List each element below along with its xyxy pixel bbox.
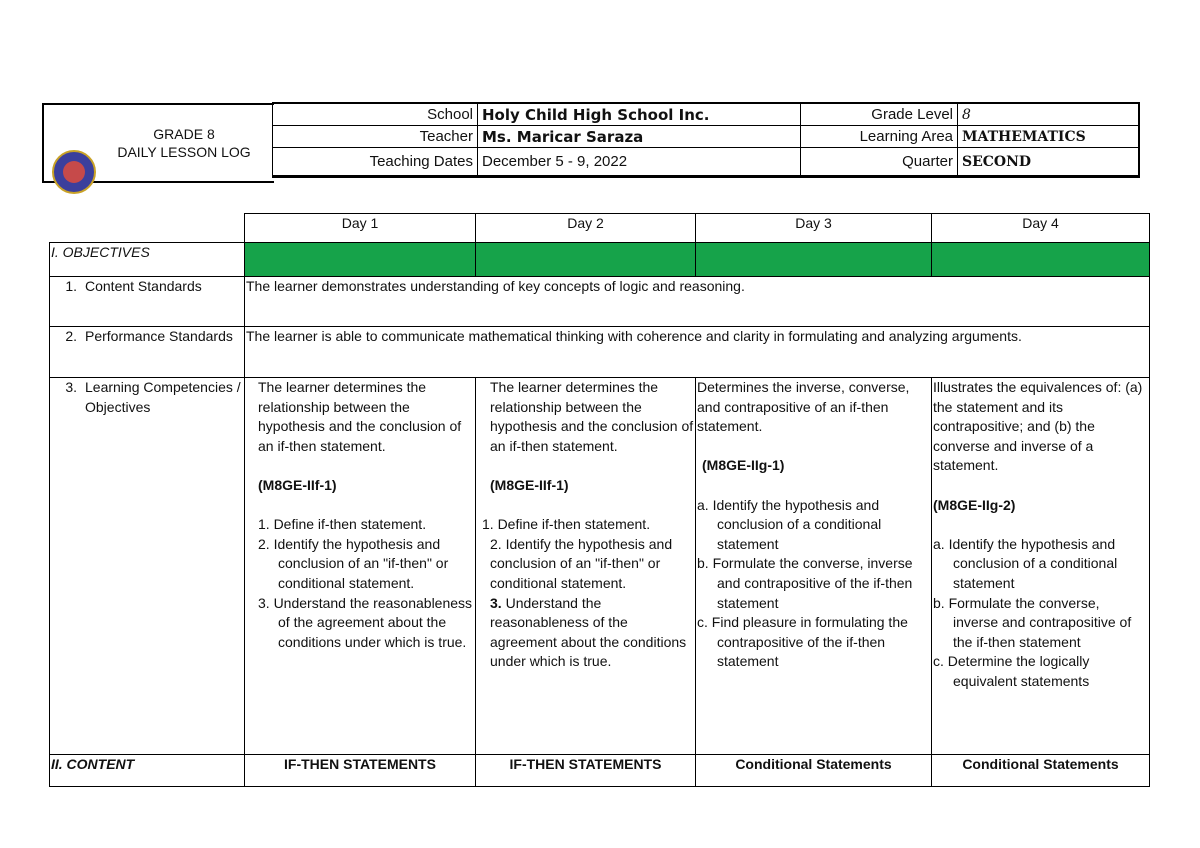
log-title: [94, 125, 274, 161]
competencies-num: 3.: [65, 379, 77, 395]
competencies-day3: [696, 378, 932, 755]
day2-item-3: [490, 594, 694, 672]
content-day1: IF-THEN STATEMENTS: [245, 755, 476, 787]
performance-standards-row: [50, 327, 1150, 378]
day3-item-c: c. Find pleasure in formulating the contrapositive of the if-then statement: [697, 614, 908, 670]
day1-item-2: 2. Identify the hypothesis and conclusion of an "if-then" or conditional statement.: [258, 535, 449, 591]
day2-intro: The learner determines the relationship between the hypothesis and the conclusion of an if-then statement.: [490, 379, 694, 454]
day1-intro: The learner determines the relationship between the hypothesis and the conclusion of an if-then statement.: [258, 379, 462, 454]
content-standards-row: [50, 277, 1150, 327]
day-3-header: Day 3: [696, 214, 932, 243]
teacher-label: Teacher: [273, 126, 478, 148]
competencies-day1: [245, 378, 476, 755]
day1-code: (M8GE-IIf-1): [258, 476, 337, 493]
day3-item-a: a. Identify the hypothesis and conclusion of a conditional statement: [697, 496, 882, 552]
header-info-table: [272, 102, 1140, 178]
school-value: Holy Child High School Inc.: [478, 103, 801, 126]
objectives-fill-day4: [932, 243, 1150, 277]
objectives-fill-day3: [696, 243, 932, 277]
competencies-day2: [476, 378, 696, 755]
day-4-header: Day 4: [932, 214, 1150, 243]
content-row: [50, 755, 1150, 787]
header-title-block: [42, 103, 274, 183]
content-standards-title: Content Standards: [85, 278, 202, 294]
objectives-fill-day1: [245, 243, 476, 277]
day2-item-2: 2. Identify the hypothesis and conclusion of an "if-then" or conditional statement.: [490, 535, 673, 591]
teacher-value: Ms. Maricar Saraza: [478, 126, 801, 148]
title-line-2: DAILY LESSON LOG: [117, 144, 251, 160]
competencies-title: Learning Competencies / Objectives: [85, 379, 241, 415]
learning-area-value: MATHEMATICS: [958, 126, 1140, 148]
day4-item-c: c. Determine the logically equivalent statements: [933, 653, 1090, 689]
lesson-log-table: [49, 213, 1150, 787]
grade-level-label: Grade Level: [801, 103, 958, 126]
title-line-1: GRADE 8: [153, 126, 215, 142]
day2-item-3-text: Understand the reasonableness of the agreement about the conditions under which is true.: [490, 594, 687, 670]
quarter-label: Quarter: [801, 148, 958, 177]
content-standards-num: 1.: [65, 278, 77, 294]
day3-item-b: b. Formulate the converse, inverse and contrapositive of the if-then statement: [697, 555, 913, 611]
competencies-row: [50, 378, 1150, 755]
quarter-value: SECOND: [958, 148, 1140, 177]
day2-item-3-num: 3.: [490, 594, 502, 611]
grade-level-value: 8: [958, 103, 1140, 126]
day4-item-a: a. Identify the hypothesis and conclusion of a conditional statement: [933, 535, 1118, 591]
day2-code: (M8GE-IIf-1): [490, 476, 569, 493]
content-standards-text: The learner demonstrates understanding of key concepts of logic and reasoning.: [245, 277, 1150, 327]
day3-code: (M8GE-IIg-1): [702, 457, 785, 474]
day1-item-1: 1. Define if-then statement.: [258, 516, 427, 533]
day-2-header: Day 2: [476, 214, 696, 243]
day-1-header: Day 1: [245, 214, 476, 243]
teaching-dates-value: December 5 - 9, 2022: [478, 148, 801, 177]
day4-intro: Illustrates the equivalences of: (a) the statement and its contrapositive; and (b) the converse and inverse of a statement.: [933, 379, 1143, 474]
objectives-fill-day2: [476, 243, 696, 277]
content-standards-label: [50, 277, 245, 327]
objectives-label: I. OBJECTIVES: [50, 243, 245, 277]
day1-item-3: 3. Understand the reasonableness of the agreement about the conditions under which is true.: [258, 594, 473, 650]
deped-seal-logo: [52, 150, 96, 194]
objectives-row: [50, 243, 1150, 277]
competencies-label: [50, 378, 245, 755]
corner-cell: [50, 214, 245, 243]
performance-standards-label: [50, 327, 245, 378]
performance-standards-title: Performance Standards: [85, 328, 233, 344]
learning-area-label: Learning Area: [801, 126, 958, 148]
day-header-row: [50, 214, 1150, 243]
content-day3: Conditional Statements: [696, 755, 932, 787]
school-label: School: [273, 103, 478, 126]
competencies-day4: [932, 378, 1150, 755]
performance-standards-num: 2.: [65, 328, 77, 344]
day3-intro: Determines the inverse, converse, and contrapositive of an if-then statement.: [697, 379, 910, 435]
content-day2: IF-THEN STATEMENTS: [476, 755, 696, 787]
day2-item-1: 1. Define if-then statement.: [482, 516, 651, 533]
day4-item-b: b. Formulate the converse, inverse and contrapositive of the if-then statement: [933, 594, 1132, 650]
teaching-dates-label: Teaching Dates: [273, 148, 478, 177]
day4-code: (M8GE-IIg-2): [933, 496, 1016, 513]
content-day4: Conditional Statements: [932, 755, 1150, 787]
content-label: II. CONTENT: [50, 755, 245, 787]
performance-standards-text: The learner is able to communicate mathematical thinking with coherence and clarity in formulating and analyzing arguments.: [245, 327, 1150, 378]
